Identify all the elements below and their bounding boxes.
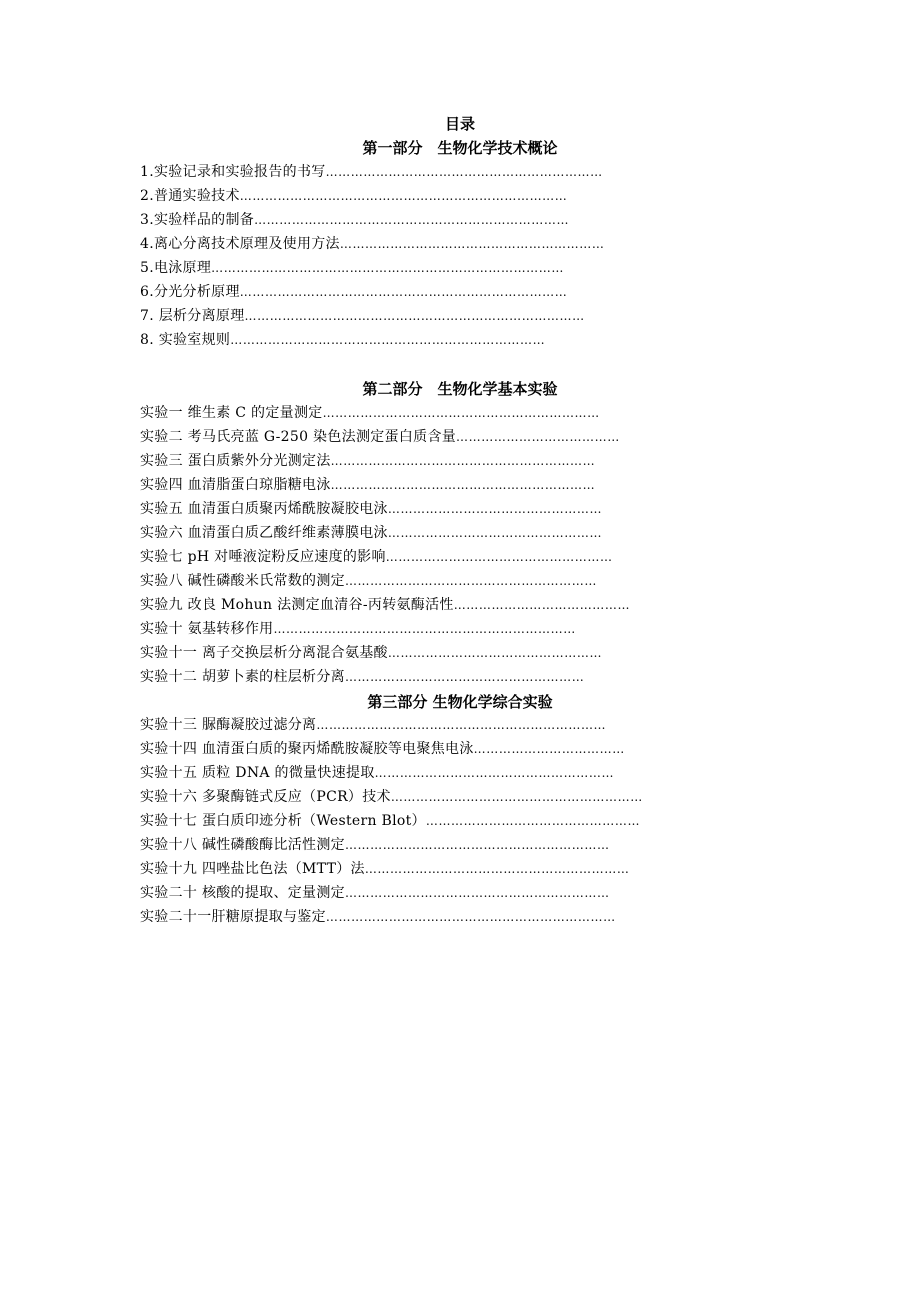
entry-text: 实验十 氨基转移作用 [140, 621, 274, 637]
entry-text: 8. 实验室规则 [140, 332, 231, 348]
entry-text: 实验十四 血清蛋白质的聚丙烯酰胺凝胶等电聚焦电泳 [140, 741, 474, 757]
dot-leader: ………………………………………………………………………… [211, 261, 564, 275]
dot-leader: ……………………………………………………… [344, 838, 610, 852]
entry-text: 实验六 血清蛋白质乙酸纤维素薄膜电泳 [140, 525, 388, 541]
dot-leader: …………………………………………………………………… [239, 189, 568, 203]
entry-text: 实验八 碱性磷酸米氏常数的测定 [140, 573, 345, 589]
entry-text: 实验三 蛋白质紫外分光测定法 [140, 453, 331, 469]
section-heading-part-3: 第三部分 生物化学综合实验 [367, 693, 553, 711]
dot-leader: …………………………………………………………………… [239, 285, 568, 299]
toc-entry [140, 715, 666, 735]
entry-text: 实验十七 蛋白质印迹分析（Western Blot） [140, 813, 426, 829]
entry-text: 6.分光分析原理 [140, 284, 240, 300]
dot-leader: ……………………………………………………… [330, 478, 596, 492]
entry-text: 实验二十一肝糖原提取与鉴定 [140, 909, 326, 925]
dot-leader: ……………………………………………………… [344, 886, 610, 900]
toc-entry [140, 282, 658, 302]
entry-text: 实验十八 碱性磷酸酶比活性测定 [140, 837, 345, 853]
entry-text: 实验二 考马氏亮蓝 G-250 染色法测定蛋白质含量 [140, 429, 457, 445]
entry-text: 4.离心分离技术原理及使用方法 [140, 236, 340, 252]
entry-text: 实验十一 离子交换层析分离混合氨基酸 [140, 645, 388, 661]
toc-entry [140, 499, 658, 519]
toc-entry [140, 475, 658, 495]
dot-leader: ………………………………… [456, 430, 620, 444]
dot-leader: ……………………………………………………… [364, 862, 630, 876]
entry-text: 实验十二 胡萝卜素的柱层析分离 [140, 669, 345, 685]
entry-text: 1.实验记录和实验报告的书写 [140, 164, 326, 180]
toc-entry [140, 619, 658, 639]
toc-entry [140, 739, 666, 759]
toc-entry [140, 451, 650, 471]
entry-text: 实验二十 核酸的提取、定量测定 [140, 885, 345, 901]
toc-entry [140, 162, 658, 182]
toc-entry [140, 835, 674, 855]
entry-text: 实验七 pH 对唾液淀粉反应速度的影响 [140, 549, 386, 565]
dot-leader: …………………………………… [453, 598, 631, 612]
toc-entry [140, 643, 658, 663]
entry-text: 3.实验样品的制备 [140, 212, 255, 228]
dot-leader: …………………………………………………………… [316, 718, 607, 732]
toc-title: 目录 [444, 115, 475, 133]
toc-entry [140, 234, 658, 254]
dot-leader: ……………………………………………………… [330, 454, 596, 468]
toc-entry [140, 186, 658, 206]
toc-entry [140, 547, 654, 567]
entry-text: 实验十九 四唑盐比色法（MTT）法 [140, 861, 365, 877]
toc-entry [140, 210, 658, 230]
toc-entry [140, 403, 658, 423]
entry-text: 实验五 血清蛋白质聚丙烯酰胺凝胶电泳 [140, 501, 388, 517]
toc-entry [140, 595, 654, 615]
entry-text: 实验一 维生素 C 的定量测定 [140, 405, 323, 421]
section-heading-part-1: 第一部分 生物化学技术概论 [362, 139, 558, 157]
toc-entry [140, 667, 658, 687]
dot-leader: ………………………………………………………… [322, 406, 600, 420]
entry-text: 5.电泳原理 [140, 260, 212, 276]
dot-leader: …………………………………………………………… [325, 910, 616, 924]
toc-entry [140, 883, 674, 903]
dot-leader: ……………………………………………………… [339, 237, 605, 251]
toc-entry [140, 306, 666, 326]
dot-leader: ………………………………………………………………… [230, 333, 546, 347]
dot-leader: …………………………………………………… [344, 574, 597, 588]
dot-leader: …………………………………………… [387, 502, 603, 516]
dot-leader: ………………………………………………… [344, 670, 585, 684]
toc-entry [140, 427, 658, 447]
toc-entry [140, 258, 658, 278]
toc-entry [140, 763, 660, 783]
dot-leader: …………………………………………………… [390, 790, 643, 804]
entry-text: 实验十三 脲酶凝胶过滤分离 [140, 717, 317, 733]
dot-leader: ……………………………… [473, 742, 625, 756]
dot-leader: ……………………………………………………………………… [244, 309, 585, 323]
section-heading-part-2: 第二部分 生物化学基本实验 [362, 380, 558, 398]
entry-text: 实验十六 多聚酶链式反应（PCR）技术 [140, 789, 391, 805]
entry-text: 7. 层析分离原理 [140, 308, 245, 324]
toc-entry [140, 330, 658, 350]
entry-text: 2.普通实验技术 [140, 188, 240, 204]
dot-leader: ……………………………………………… [385, 550, 613, 564]
toc-entry [140, 571, 658, 591]
toc-entry [140, 523, 658, 543]
toc-entry [140, 787, 666, 807]
entry-text: 实验十五 质粒 DNA 的微量快速提取 [140, 765, 375, 781]
toc-entry [140, 907, 674, 927]
dot-leader: …………………………………………… [425, 814, 641, 828]
dot-leader: …………………………………………… [387, 526, 603, 540]
entry-text: 实验四 血清脂蛋白琼脂糖电泳 [140, 477, 331, 493]
toc-entry [140, 859, 674, 879]
dot-leader: ………………………………………………………… [325, 165, 603, 179]
entry-text: 实验九 改良 Mohun 法测定血清谷-丙转氨酶活性 [140, 597, 454, 613]
toc-entry [140, 811, 671, 831]
dot-leader: ………………………………………………………………… [254, 213, 570, 227]
dot-leader: ………………………………………………… [374, 766, 615, 780]
dot-leader: ……………………………………………………………… [273, 622, 576, 636]
dot-leader: …………………………………………… [387, 646, 603, 660]
